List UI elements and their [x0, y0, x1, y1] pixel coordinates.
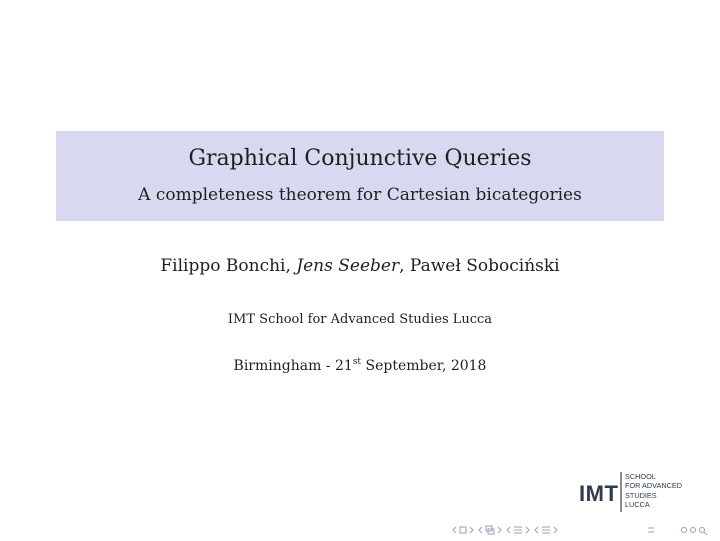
subsection-icon[interactable] [486, 526, 494, 534]
prev-subsection-icon[interactable] [479, 527, 482, 533]
beamer-navigation [452, 522, 714, 536]
logo-word: FOR ADVANCED [625, 481, 683, 491]
first-frame-icon[interactable] [453, 527, 456, 533]
logo-word: SCHOOL [625, 472, 656, 481]
date-superscript: st [352, 357, 362, 367]
imt-logo [574, 470, 714, 516]
nav-symbols [452, 523, 714, 537]
section-icon[interactable] [514, 527, 522, 533]
next-frame-icon[interactable] [470, 527, 473, 533]
date-suffix: September, 2018 [361, 358, 487, 374]
next-part-icon[interactable] [554, 527, 557, 533]
frame-icon[interactable] [460, 527, 466, 533]
slide-title: Graphical Conjunctive Queries [188, 146, 532, 171]
align-icon[interactable] [648, 528, 654, 532]
logo-divider [620, 472, 622, 512]
logo-abbrev: IMT [579, 481, 619, 506]
search-icon[interactable] [682, 528, 708, 536]
slide-subtitle: A completeness theorem for Cartesian bicategories [138, 185, 582, 205]
date [0, 358, 720, 374]
authors [0, 256, 720, 276]
prev-part-icon[interactable] [535, 527, 538, 533]
prev-section-icon[interactable] [507, 527, 510, 533]
next-section-icon[interactable] [526, 527, 529, 533]
title-box [56, 131, 664, 221]
logo-words [625, 472, 682, 509]
next-subsection-icon[interactable] [498, 527, 501, 533]
part-icon[interactable] [542, 527, 550, 533]
author-seeber: Jens Seeber [296, 256, 400, 276]
logo-word: STUDIES [625, 490, 657, 500]
logo-word: LUCCA [625, 499, 650, 509]
author-bonchi: Filippo Bonchi, [160, 256, 297, 276]
author-sobocinski: , Paweł Sobociński [399, 256, 560, 276]
date-prefix: Birmingham - 21 [233, 358, 353, 374]
institute: IMT School for Advanced Studies Lucca [227, 312, 493, 327]
